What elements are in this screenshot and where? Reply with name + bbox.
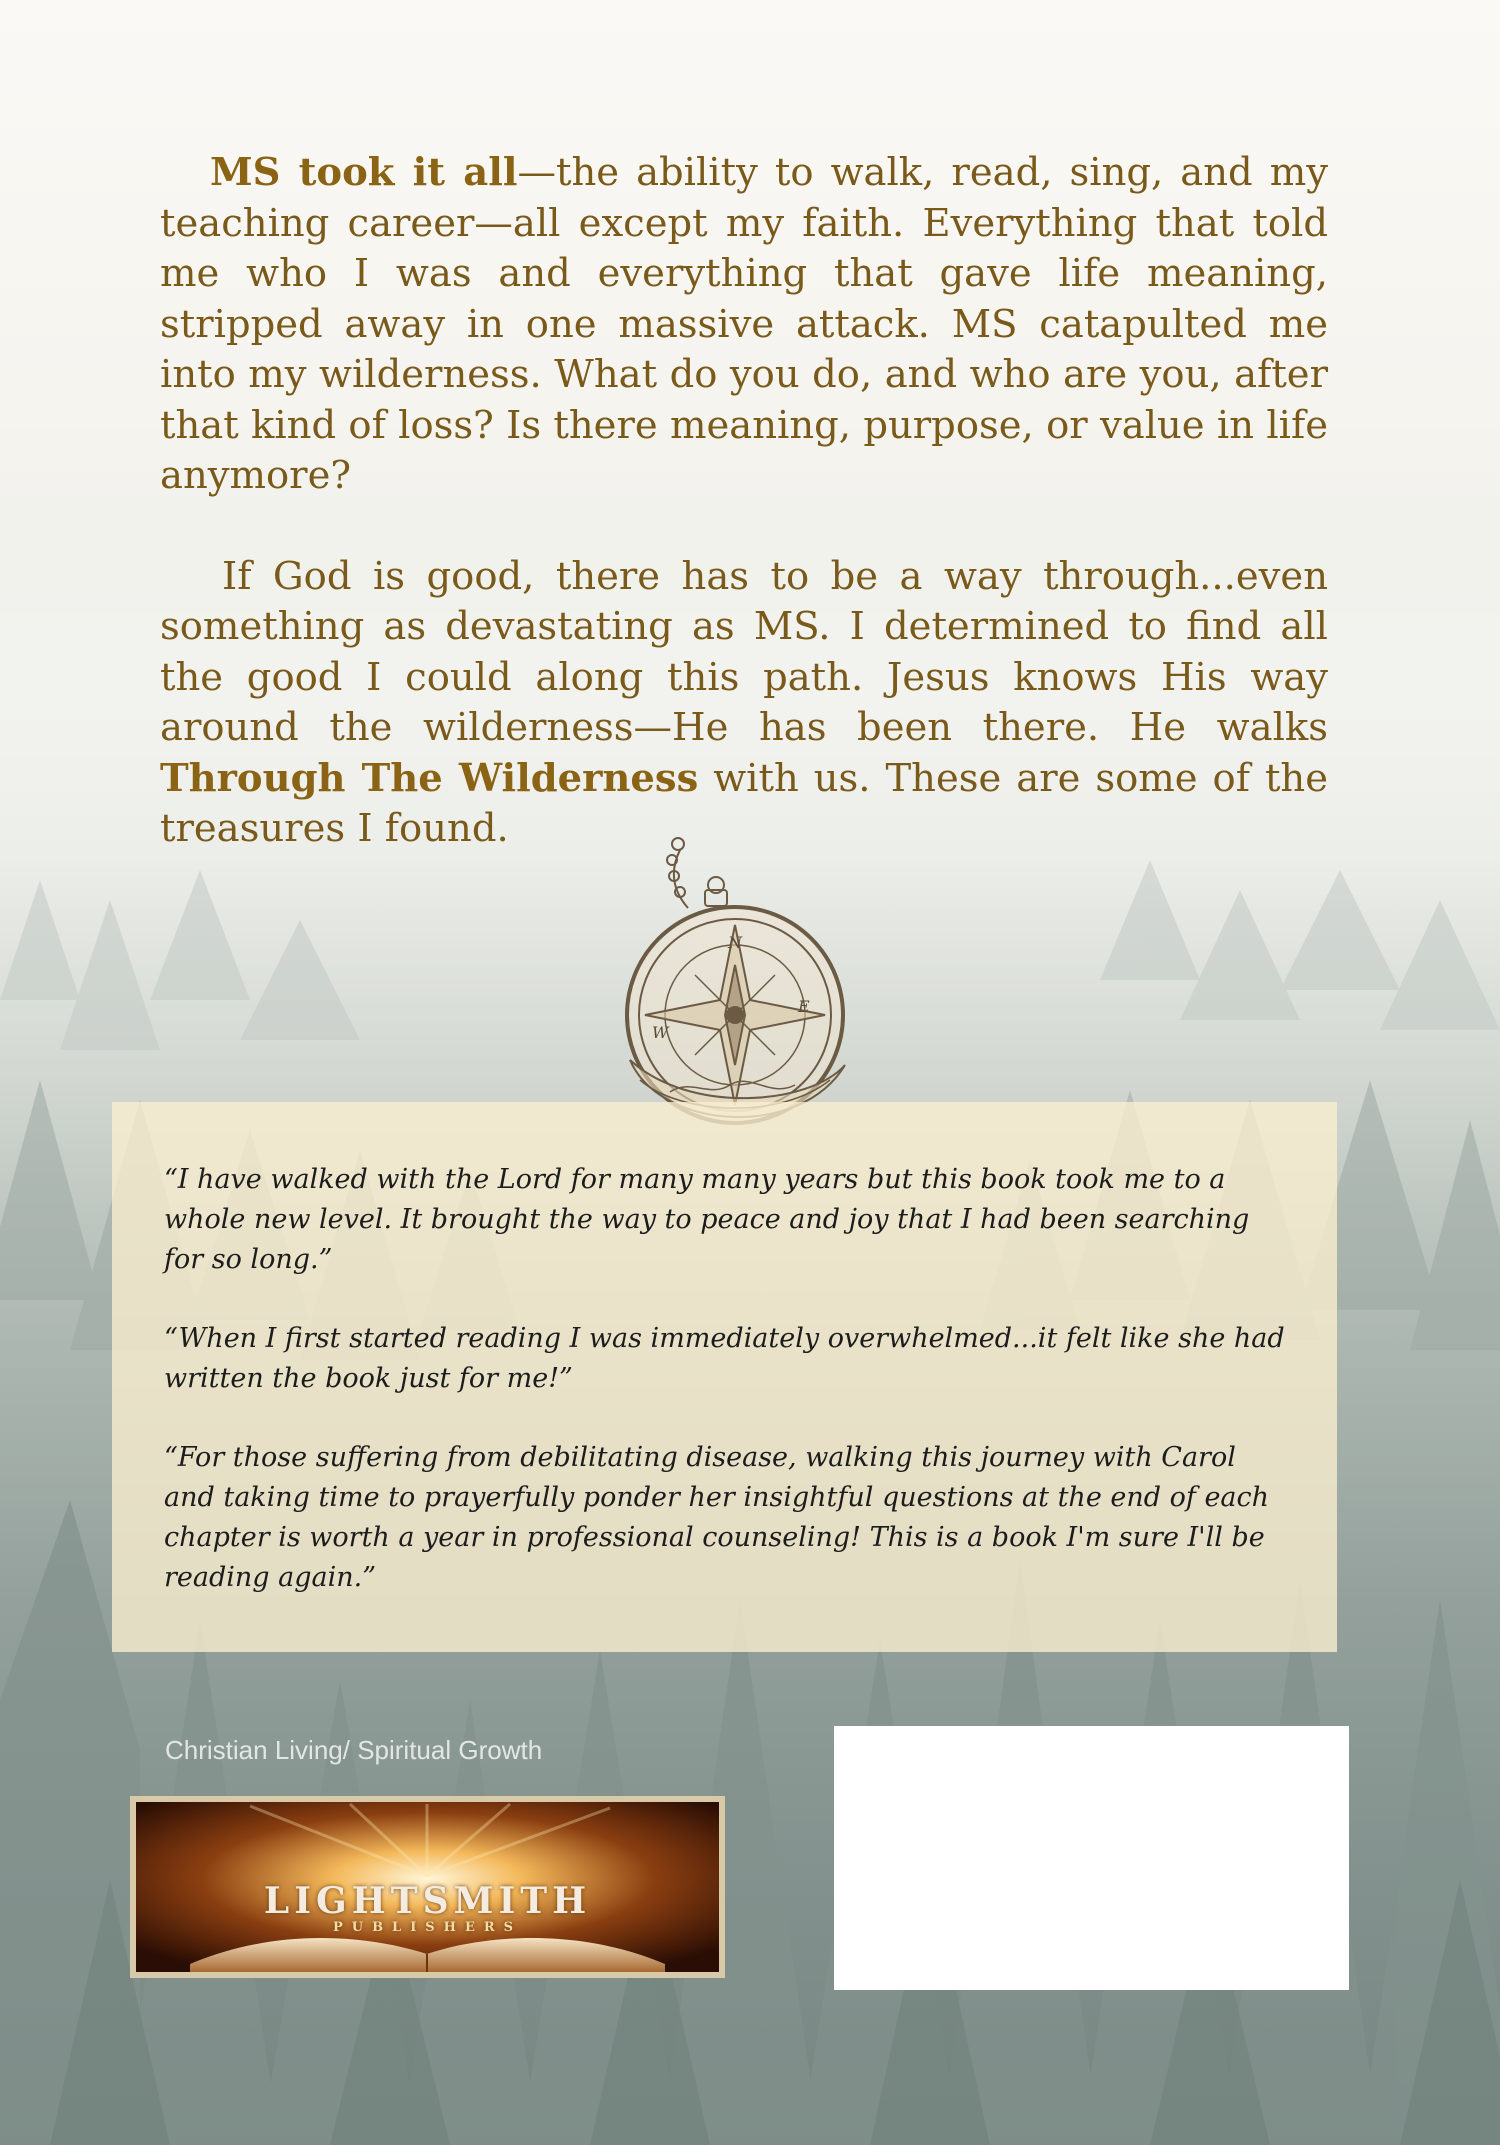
publisher-subtitle: PUBLISHERS: [332, 1920, 523, 1935]
blurb-p2-end: with us. These are some of the treasures I found.: [160, 755, 1328, 851]
barcode-placeholder: [834, 1726, 1349, 1990]
blurb-lead-bold: MS took it all: [210, 150, 518, 195]
book-category: Christian Living/ Spiritual Growth: [165, 1735, 543, 1765]
publisher-logo: [130, 1796, 725, 1978]
blurb-p1-text: —the ability to walk, read, sing, and my teaching career—all except my faith. Everything that told me who I was and everything that gave life meaning, stripped away in one massive attack. MS catapulted me into my wilderness. What do you do, and who are you, after that kind of loss? Is there meaning, purpose, or value in life anymore?: [160, 150, 1328, 498]
back-cover-blurb: [160, 148, 1328, 905]
blurb-p2-start: If God is good, there has to be a way through...even something as devastating as MS. I determined to find all the good I could along this path. Jesus knows His way around the wilderness—He has been there. He walks: [160, 553, 1328, 750]
blurb-paragraph-1: [160, 148, 1328, 502]
compass-icon: [610, 830, 860, 1140]
compass-letter-w: W: [652, 1023, 669, 1042]
testimonial-quote: “For those suffering from debilitating disease, walking this journey with Carol and taking time to prayerfully ponder her insightful questions at the end of each chapter is worth a year in professional counseling! This is a book I'm sure I'll be reading again.”: [164, 1442, 1270, 1593]
testimonial-quote: “When I first started reading I was immediately overwhelmed...it felt like she had written the book just for me!”: [164, 1323, 1285, 1394]
testimonials-panel: [112, 1102, 1337, 1652]
book-title-bold: Through The Wilderness: [160, 755, 699, 801]
compass-letter-n: N: [728, 933, 742, 952]
compass-letter-e: E: [798, 997, 810, 1016]
publisher-name: LIGHTSMITH: [263, 1880, 592, 1922]
blurb-paragraph-2: [160, 552, 1328, 855]
testimonial-quote: “I have walked with the Lord for many many years but this book took me to a whole new level. It brought the way to peace and joy that I had been searching for so long.”: [164, 1164, 1250, 1275]
